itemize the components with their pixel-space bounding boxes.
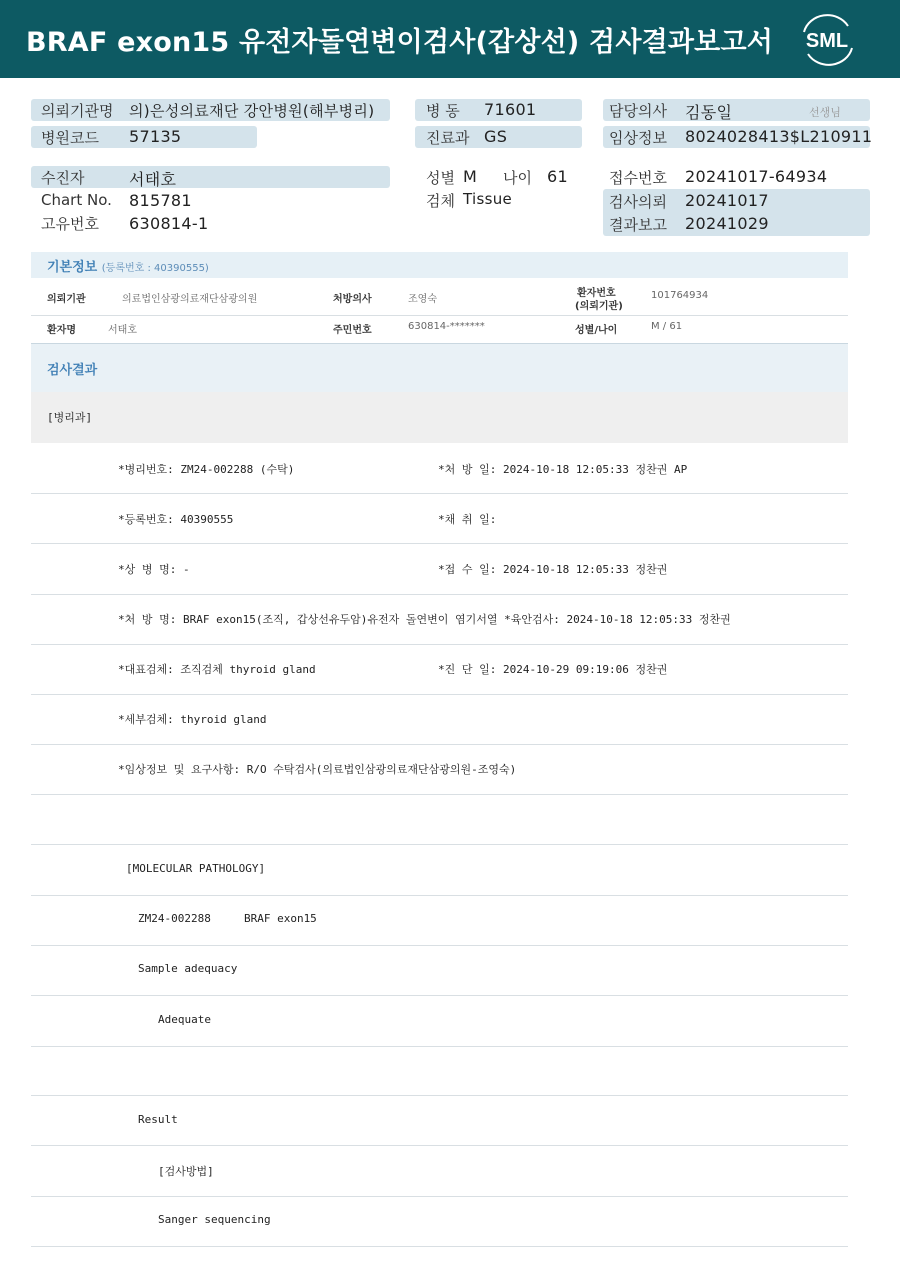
basic-info-header <box>31 252 848 278</box>
chart-label: Chart No. <box>41 191 112 209</box>
report-line: Adequate <box>158 1013 211 1026</box>
basic-patient-no-label-2: (의뢰기관) <box>575 301 623 312</box>
report-line: Sample adequacy <box>138 962 238 975</box>
result-row-left: *대표검체: 조직검체 thyroid gland <box>118 663 316 676</box>
specimen-label: 검체 <box>426 192 455 210</box>
row-divider <box>31 1145 848 1146</box>
specimen-value: Tissue <box>463 190 513 208</box>
row-divider <box>31 1046 848 1047</box>
basic-sex-age-label: 성별/나이 <box>575 325 618 336</box>
basic-info-title <box>47 256 209 275</box>
row-divider <box>31 493 848 494</box>
dept-value: GS <box>484 127 508 146</box>
sml-logo-icon <box>798 12 856 66</box>
patient-bg <box>31 166 390 188</box>
result-report-label: 결과보고 <box>609 216 667 234</box>
result-row-right: *접 수 일: 2024-10-18 12:05:33 정찬권 <box>438 563 668 576</box>
logo-text: SML <box>805 30 849 52</box>
basic-info-title-text: 기본정보 <box>47 260 98 275</box>
doctor-value: 김동일 <box>685 103 733 122</box>
test-req-value: 20241017 <box>685 191 769 210</box>
basic-sex-age-value: M / 61 <box>651 321 683 332</box>
basic-req-inst-value: 의료법인삼광의료재단삼광의원 <box>122 294 258 305</box>
result-row-left: *세부검체: thyroid gland <box>118 713 267 726</box>
result-row-left: *처 방 명: BRAF exon15(조직, 갑상선유두암)유전자 돌연변이 염기서열 *육안검사: 2024-10-18 12:05:33 정찬권 <box>118 613 731 626</box>
results-title: 검사결과 <box>47 363 98 378</box>
hosp-code-value: 57135 <box>129 127 182 146</box>
age-value: 61 <box>547 167 568 186</box>
hosp-code-label: 병원코드 <box>41 129 99 147</box>
result-row-left: *등록번호: 40390555 <box>118 513 234 526</box>
ward-value: 71601 <box>484 100 537 119</box>
basic-prescriber-value: 조영숙 <box>408 294 437 305</box>
unique-value: 630814-1 <box>129 214 209 233</box>
req-inst-label: 의뢰기관명 <box>41 102 114 120</box>
report-line: Sanger sequencing <box>158 1213 271 1226</box>
basic-prescriber-label: 처방의사 <box>333 294 372 305</box>
dept-row <box>31 392 848 443</box>
result-row-right: *처 방 일: 2024-10-18 12:05:33 정찬권 AP <box>438 463 688 476</box>
age-label: 나이 <box>503 169 532 187</box>
clinical-value: 8024028413$L210911 <box>685 127 873 146</box>
row-divider <box>31 794 848 795</box>
row-divider <box>31 543 848 544</box>
result-row-left: *상 병 명: - <box>118 563 190 576</box>
basic-divider <box>31 315 848 316</box>
chart-value: 815781 <box>129 191 192 210</box>
basic-req-inst-label: 의뢰기관 <box>47 294 86 305</box>
row-divider <box>31 1196 848 1197</box>
doctor-suffix: 선생님 <box>809 106 841 119</box>
result-report-value: 20241029 <box>685 214 769 233</box>
result-row-left: *병리번호: ZM24-002288 (수탁) <box>118 463 295 476</box>
result-row-right: *채 취 일: <box>438 513 497 526</box>
clinical-label: 임상정보 <box>609 129 667 147</box>
basic-patient-no-value: 101764934 <box>651 290 709 301</box>
receipt-value: 20241017-64934 <box>685 167 828 186</box>
report-line: [MOLECULAR PATHOLOGY] <box>126 862 266 875</box>
basic-info-reg-no: (등록번호 : 40390555) <box>101 263 209 274</box>
patient-label: 수진자 <box>41 169 85 187</box>
doctor-label: 담당의사 <box>609 102 667 120</box>
basic-resident-no-label: 주민번호 <box>333 325 372 336</box>
dept-label: 진료과 <box>426 129 470 147</box>
row-divider <box>31 644 848 645</box>
report-line: Result <box>138 1113 178 1126</box>
unique-label: 고유번호 <box>41 215 99 233</box>
report-line: ZM24-002288 BRAF exon15 <box>138 912 317 925</box>
dept-name: [병리과] <box>47 411 93 424</box>
receipt-label: 접수번호 <box>609 169 667 187</box>
basic-patient-no-label-1: 환자번호 <box>577 288 616 299</box>
patient-value: 서태호 <box>129 170 177 189</box>
result-row-left: *임상정보 및 요구사항: R/O 수탁검사(의료법인삼광의료재단삼광의원-조영숙) <box>118 763 517 776</box>
row-divider <box>31 895 848 896</box>
row-divider <box>31 744 848 745</box>
row-divider <box>31 945 848 946</box>
basic-patient-name-label: 환자명 <box>47 325 76 336</box>
req-inst-value: 의)은성의료재단 강안병원(해부병리) <box>129 102 375 120</box>
basic-patient-name-value: 서태호 <box>108 325 137 336</box>
sex-label: 성별 <box>426 169 455 187</box>
report-line: [검사방법] <box>158 1165 214 1178</box>
basic-resident-no-value: 630814-******* <box>408 321 485 332</box>
row-divider <box>31 995 848 996</box>
row-divider <box>31 1246 848 1247</box>
results-header <box>31 343 848 392</box>
report-title: BRAF exon15 유전자돌연변이검사(갑상선) 검사결과보고서 <box>26 27 774 58</box>
ward-label: 병 동 <box>426 102 460 120</box>
row-divider <box>31 844 848 845</box>
row-divider <box>31 694 848 695</box>
sex-value: M <box>463 167 478 186</box>
report-header-bar <box>0 0 900 78</box>
result-row-right: *진 단 일: 2024-10-29 09:19:06 정찬권 <box>438 663 668 676</box>
test-req-label: 검사의뢰 <box>609 193 667 211</box>
row-divider <box>31 1095 848 1096</box>
row-divider <box>31 594 848 595</box>
